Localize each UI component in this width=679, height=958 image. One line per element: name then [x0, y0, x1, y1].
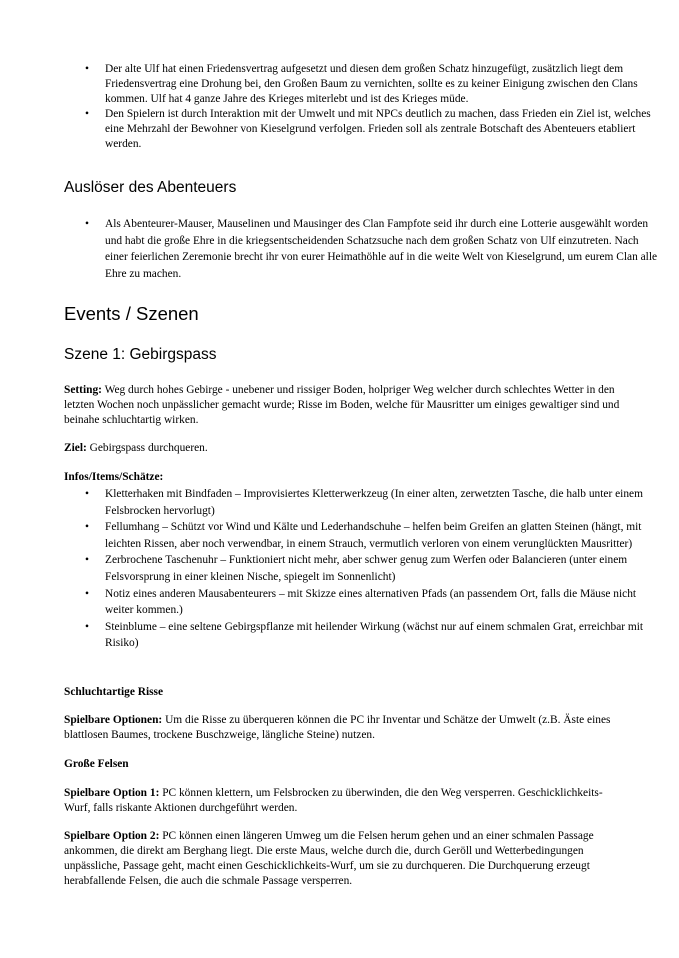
option2-text: PC können einen längeren Umweg um die Felsen herum gehen und an einer schmalen Passage ankommen, die direkt am Berghang liegt. Die erste Maus, welche durch die, durch Geröll und Wetterbedingungen unpässliche, Passage geht, macht einen Geschicklichkeits-Wurf, um sie zu durchqueren. Die Durchquerung erzeugt herabfallende Felsen, die auch die schmale Passage versperren. — [64, 830, 594, 887]
option1-label: Spielbare Option 1: — [64, 787, 160, 799]
goal-paragraph — [64, 441, 620, 456]
option2-paragraph — [64, 829, 620, 889]
goal-label: Ziel: — [64, 442, 87, 454]
option1-paragraph — [64, 786, 620, 816]
trigger-bullet: • Als Abenteurer-Mauser, Mauselinen und Mausinger des Clan Fampfote seid ihr durch eine Lotterie ausgewählt worden und habt die große Ehre in die kriegsentscheidenden Schatzsuche nach dem großen Schatz von Ulf einzutreten. Nach einer feierlichen Zeremonie brecht ihr von eurer Heimathöhle auf in die weite Welt von Kieselgrund, um eurem Clan alle Ehre zu machen. — [105, 216, 661, 282]
item-bullet: • Fellumhang – Schützt vor Wind und Kälte und Lederhandschuhe – helfen beim Greifen an glatten Steinen (hängt, mit leichten Rissen, aber noch verwendbar, in einem Strauch, vermutlich verloren von einem verunglückten Mausritter) — [105, 519, 661, 552]
setting-paragraph — [64, 383, 620, 428]
option2-label: Spielbare Option 2: — [64, 830, 160, 842]
option1-text: PC können klettern, um Felsbrocken zu überwinden, die den Weg versperren. Geschicklichkeits-Wurf, falls riskante Aktionen durchgeführt werden. — [64, 787, 603, 814]
items-paragraph — [64, 470, 620, 485]
rocks-heading-text: Große Felsen — [64, 758, 129, 770]
section-heading-events: Events / Szenen — [64, 303, 199, 324]
setting-label: Setting: — [64, 384, 102, 396]
ravine-options-text: Um die Risse zu überqueren können die PC ihr Inventar und Schätze der Umwelt (z.B. Äste eines blattlosen Baumes, trockene Buschzweige, längliche Steine) nutzen. — [64, 714, 611, 741]
intro-bullet-list — [64, 62, 661, 152]
intro-bullet: • Der alte Ulf hat einen Friedensvertrag aufgesetzt und diesen dem großen Schatz hinzugefügt, zusätzlich liegt dem Friedensvertrag eine Drohung bei, den Großen Baum zu vernichten, sollte es zu keiner Einigung zwischen den Clans kommen. Ulf hat 4 ganze Jahre des Krieges miterlebt und ist des Krieges müde. — [105, 62, 661, 107]
intro-bullet: • Den Spielern ist durch Interaktion mit der Umwelt und mit NPCs deutlich zu machen, dass Frieden ein Ziel ist, welches eine Mehrzahl der Bewohner von Kieselgrund verfolgen. Frieden soll als zentrale Botschaft des Abenteuers etabliert werden. — [105, 107, 661, 152]
items-label: Infos/Items/Schätze: — [64, 471, 164, 483]
ravine-heading — [64, 685, 620, 700]
item-bullet: • Zerbrochene Taschenuhr – Funktioniert nicht mehr, aber schwer genug zum Werfen oder Balancieren (unter einem Felsvorsprung in einer kleinen Nische, spiegelt im Sonnenlicht) — [105, 552, 661, 585]
section-heading-trigger: Auslöser des Abenteuers — [64, 179, 237, 196]
items-bullet-list — [64, 486, 661, 652]
ravine-options-label: Spielbare Optionen: — [64, 714, 163, 726]
item-bullet: • Kletterhaken mit Bindfaden – Improvisiertes Kletterwerkzeug (In einer alten, zerwetzten Tasche, die halb unter einem Felsbrocken hervorlugt) — [105, 486, 661, 519]
item-bullet: • Steinblume – eine seltene Gebirgspflanze mit heilender Wirkung (wächst nur auf einem schmalen Grat, erreichbar mit Risiko) — [105, 619, 661, 652]
item-bullet: • Notiz eines anderen Mausabenteurers – mit Skizze eines alternativen Pfads (an passendem Ort, falls die Mäuse nicht weiter kommen.) — [105, 586, 661, 619]
goal-text: Gebirgspass durchqueren. — [86, 442, 208, 454]
trigger-bullet-list — [64, 216, 661, 282]
ravine-options-paragraph — [64, 713, 620, 743]
setting-text: Weg durch hohes Gebirge - unebener und rissiger Boden, holpriger Weg welcher durch schlechtes Wetter in den letzten Wochen noch unpässlicher gemacht wurde; Risse im Boden, welche für Mausritter um einiges gewaltiger sind und beinahe schluchtartig wirken. — [64, 384, 620, 426]
scene-heading: Szene 1: Gebirgspass — [64, 346, 217, 363]
ravine-heading-text: Schluchtartige Risse — [64, 686, 164, 698]
rocks-heading — [64, 757, 620, 772]
